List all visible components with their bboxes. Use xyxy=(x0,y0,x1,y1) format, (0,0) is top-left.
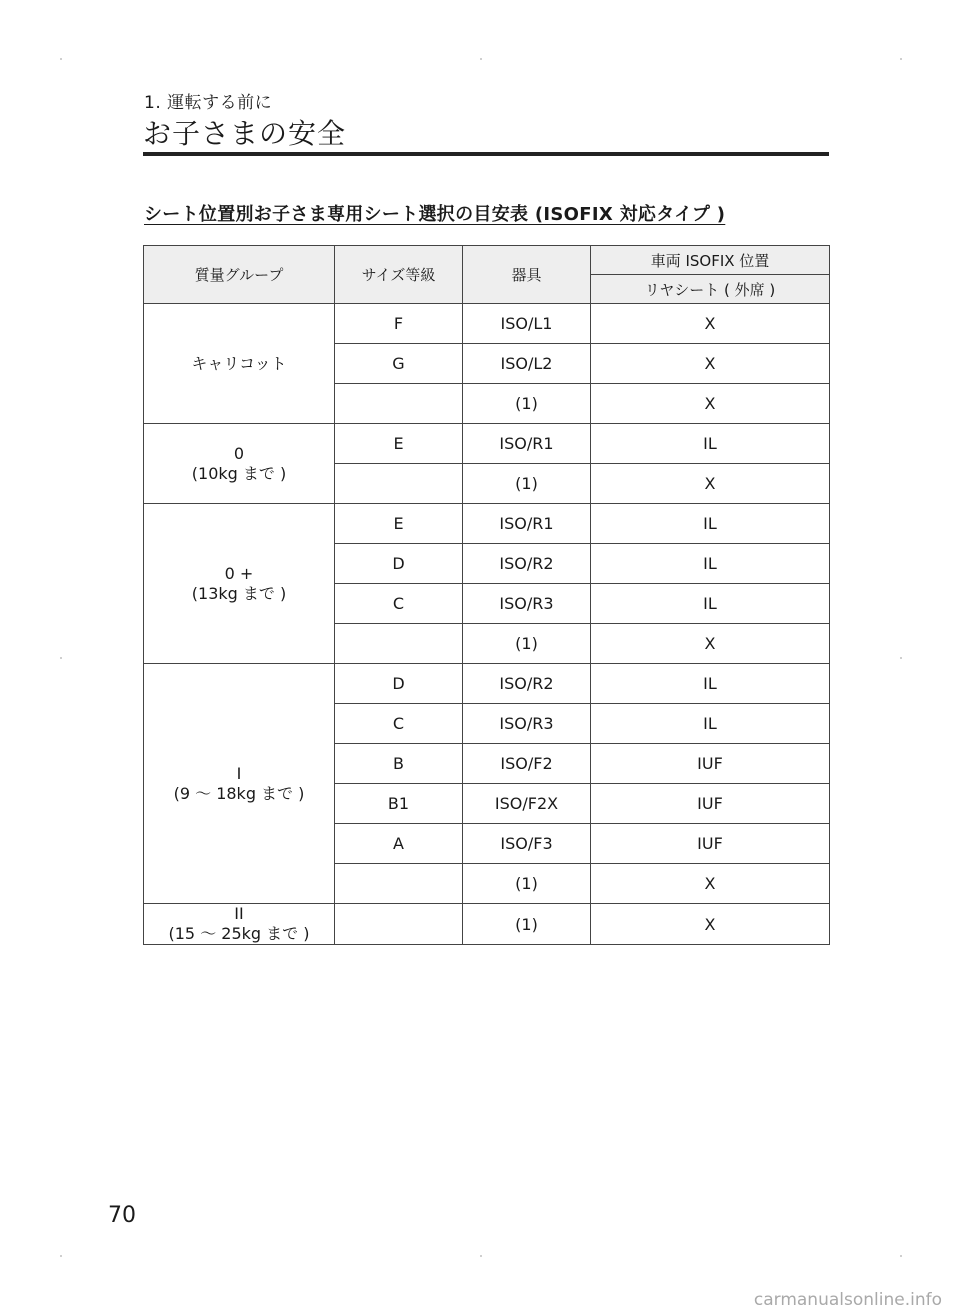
fixture-cell: (1) xyxy=(463,624,591,664)
size-class-cell xyxy=(335,864,463,904)
crop-mark xyxy=(900,1255,902,1257)
isofix-selection-table xyxy=(143,245,830,945)
fixture-cell: ISO/R1 xyxy=(463,424,591,464)
isofix-position-cell: X xyxy=(591,304,830,344)
crop-mark xyxy=(900,657,902,659)
table-row xyxy=(144,904,830,945)
size-class-cell xyxy=(335,384,463,424)
fixture-cell: (1) xyxy=(463,864,591,904)
isofix-position-cell: X xyxy=(591,384,830,424)
crop-mark xyxy=(480,58,482,60)
mass-group-line: (10kg まで ) xyxy=(191,463,287,483)
mass-group-line: (13kg まで ) xyxy=(191,583,287,603)
mass-group-cell xyxy=(144,304,335,424)
isofix-position-cell: IL xyxy=(591,544,830,584)
watermark: carmanualsonline.info xyxy=(753,1290,942,1310)
mass-group-line: キャリコット xyxy=(191,353,287,373)
fixture-cell: ISO/F2X xyxy=(463,784,591,824)
mass-group-line: I xyxy=(236,763,242,783)
size-class-cell: F xyxy=(335,304,463,344)
fixture-cell: ISO/F3 xyxy=(463,824,591,864)
isofix-position-cell: IUF xyxy=(591,744,830,784)
fixture-cell: ISO/R2 xyxy=(463,664,591,704)
fixture-cell: ISO/R3 xyxy=(463,584,591,624)
crop-mark xyxy=(60,1255,62,1257)
fixture-cell: ISO/L1 xyxy=(463,304,591,344)
size-class-cell: D xyxy=(335,664,463,704)
crop-mark xyxy=(60,58,62,60)
size-class-cell: D xyxy=(335,544,463,584)
size-class-cell: A xyxy=(335,824,463,864)
table-body xyxy=(144,304,830,945)
isofix-position-cell: IUF xyxy=(591,824,830,864)
header-rear-outboard: リヤシート ( 外席 ) xyxy=(591,275,830,304)
mass-group-cell xyxy=(144,904,335,945)
size-class-cell: C xyxy=(335,704,463,744)
size-class-cell: E xyxy=(335,504,463,544)
fixture-cell: ISO/L2 xyxy=(463,344,591,384)
page-number: 70 xyxy=(108,1203,136,1228)
mass-group-cell xyxy=(144,504,335,664)
mass-group-cell xyxy=(144,424,335,504)
table-row xyxy=(144,504,830,544)
fixture-cell: ISO/R3 xyxy=(463,704,591,744)
mass-group-line: (15 〜 25kg まで ) xyxy=(168,924,310,943)
header-vehicle-isofix-position: 車両 ISOFIX 位置 xyxy=(591,246,830,275)
size-class-cell: G xyxy=(335,344,463,384)
fixture-cell: ISO/F2 xyxy=(463,744,591,784)
mass-group-line: II xyxy=(234,904,244,923)
header-fixture: 器具 xyxy=(463,246,591,304)
header-mass-group: 質量グループ xyxy=(144,246,335,304)
mass-group-line: 0 xyxy=(233,443,245,463)
isofix-position-cell: X xyxy=(591,904,830,945)
table-row xyxy=(144,664,830,704)
size-class-cell: B1 xyxy=(335,784,463,824)
header-size-class: サイズ等級 xyxy=(335,246,463,304)
table-row xyxy=(144,424,830,464)
table-row xyxy=(144,304,830,344)
size-class-cell xyxy=(335,464,463,504)
fixture-cell: (1) xyxy=(463,904,591,945)
isofix-position-cell: IL xyxy=(591,504,830,544)
isofix-position-cell: X xyxy=(591,464,830,504)
isofix-position-cell: X xyxy=(591,344,830,384)
section-title: お子さまの安全 xyxy=(143,117,347,150)
size-class-cell xyxy=(335,904,463,945)
isofix-position-cell: X xyxy=(591,624,830,664)
fixture-cell: ISO/R1 xyxy=(463,504,591,544)
size-class-cell xyxy=(335,624,463,664)
isofix-position-cell: IL xyxy=(591,664,830,704)
title-rule xyxy=(143,152,829,156)
size-class-cell: C xyxy=(335,584,463,624)
fixture-cell: (1) xyxy=(463,464,591,504)
size-class-cell: E xyxy=(335,424,463,464)
mass-group-line: 0 + xyxy=(224,563,254,583)
crop-mark xyxy=(60,657,62,659)
crop-mark xyxy=(900,58,902,60)
size-class-cell: B xyxy=(335,744,463,784)
isofix-position-cell: IL xyxy=(591,424,830,464)
mass-group-line: (9 〜 18kg まで ) xyxy=(173,783,305,803)
fixture-cell: ISO/R2 xyxy=(463,544,591,584)
isofix-position-cell: IL xyxy=(591,704,830,744)
table-heading: シート位置別お子さま専用シート選択の目安表 (ISOFIX 対応タイプ ) xyxy=(144,204,726,225)
fixture-cell: (1) xyxy=(463,384,591,424)
mass-group-cell xyxy=(144,664,335,904)
isofix-position-cell: IL xyxy=(591,584,830,624)
isofix-position-cell: IUF xyxy=(591,784,830,824)
isofix-position-cell: X xyxy=(591,864,830,904)
crop-mark xyxy=(480,1255,482,1257)
chapter-heading: 1. 運転する前に xyxy=(144,93,273,113)
